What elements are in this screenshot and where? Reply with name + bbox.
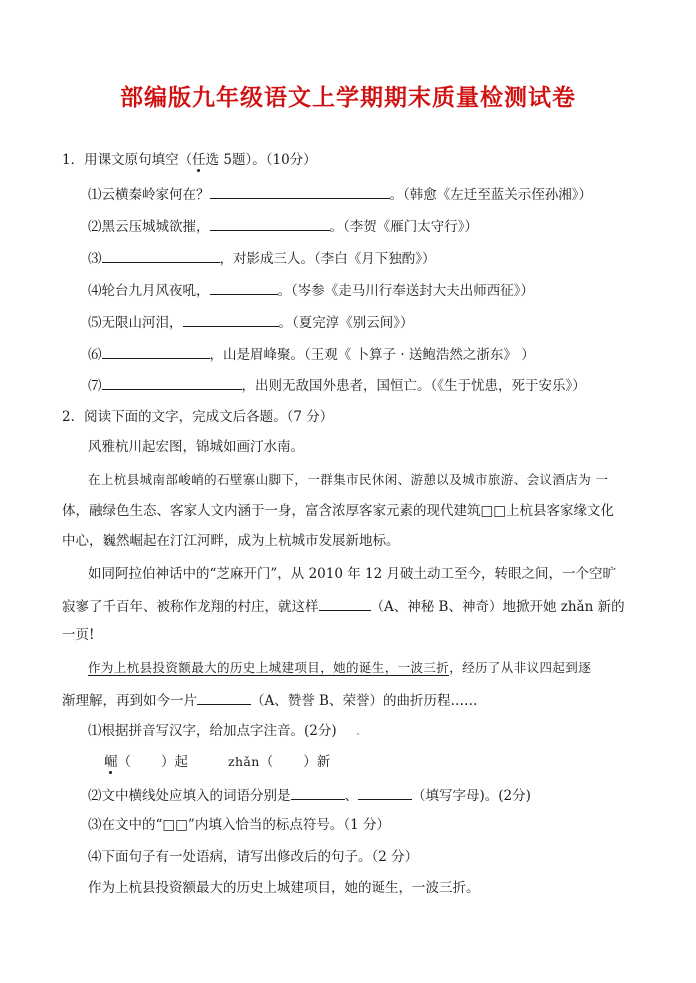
q1-item-2-pre: ⑵黑云压城城欲摧， bbox=[88, 219, 210, 235]
q1-item-2 bbox=[88, 216, 478, 236]
q2-stem: 2．阅读下面的文字，完成文后各题。（7 分） bbox=[62, 409, 334, 425]
q2-sub3: ⑶在文中的“□□”内填入恰当的标点符号。（1 分） bbox=[88, 817, 390, 833]
exam-title: 部编版九年级语文上学期期末质量检测试卷 bbox=[120, 85, 576, 111]
q1-stem-dotted-char: 任 bbox=[192, 152, 206, 168]
answer-blank[interactable] bbox=[210, 280, 278, 295]
passage-p3-line1 bbox=[88, 659, 591, 677]
pinyin-zhan: zhǎn bbox=[228, 754, 260, 769]
answer-blank[interactable] bbox=[358, 785, 412, 800]
q2-sub1-answers: 崛（ ）起 zhǎn（ ）新 bbox=[104, 754, 331, 770]
q1-item-3 bbox=[88, 248, 436, 268]
passage-p3-line2-a: 渐理解，再到如今一片 bbox=[62, 693, 197, 709]
passage-p1-line1: 在上杭县城南部峻峭的石壁寨山脚下，一群集市民休闲、游憩以及城市旅游、会议酒店为 一 bbox=[88, 472, 609, 487]
answer-blank[interactable] bbox=[319, 596, 371, 611]
q1-item-3-pre: ⑶ bbox=[88, 251, 102, 267]
underlined-sentence: 作为上杭县投资额最大的历史上城建项目，她的诞生，一波三折 bbox=[88, 660, 450, 675]
q1-stem-b: 选 5题）。（10分） bbox=[205, 152, 317, 168]
passage-heading: 风雅杭川起宏图，锦城如画汀水南。 bbox=[88, 439, 304, 455]
q2-sub4-sentence: 作为上杭县投资额最大的历史上城建项目，她的诞生，一波三折。 bbox=[88, 880, 480, 896]
q2-sub2-a: ⑵文中横线处应填入的词语分别是 bbox=[88, 788, 291, 804]
q1-item-7-pre: ⑺ bbox=[88, 378, 102, 394]
q1-item-4-pre: ⑷轮台九月风夜吼， bbox=[88, 283, 210, 299]
q1-stem-a: 1．用课文原句填空（ bbox=[62, 152, 193, 168]
q1-item-3-post: ，对影成三人。（李白《月下独酌》） bbox=[219, 251, 436, 267]
passage-p1-line2: 体，融绿色生态、客家人文内涵于一身，富含浓厚客家元素的现代建筑□□上杭县客家缘文化 bbox=[62, 503, 615, 519]
passage-p3-line2 bbox=[62, 690, 477, 710]
answer-blank[interactable] bbox=[102, 375, 242, 390]
passage-p2-line1: 如同阿拉伯神话中的“芝麻开门”，从 2010 年 12 月破土动工至今，转眼之间，一个空旷 bbox=[88, 566, 617, 582]
passage-p1-line3: 中心，巍然崛起在汀江河畔，成为上杭城市发展新地标。 bbox=[62, 533, 400, 549]
q1-item-1-post: 。（韩愈《左迁至蓝关示侄孙湘》） bbox=[389, 187, 592, 203]
answer-blank[interactable] bbox=[102, 248, 220, 263]
q2-sub2-sep: 、 bbox=[344, 788, 358, 804]
passage-p2-line2 bbox=[62, 596, 625, 616]
q1-item-6 bbox=[88, 344, 535, 364]
q2-sub1: ⑴根据拼音写汉字，给加点字注音。(2分) bbox=[88, 723, 337, 739]
answer-blank[interactable] bbox=[210, 216, 330, 231]
answer-blank[interactable] bbox=[291, 785, 345, 800]
q1-item-6-post: ，山是眉峰聚。（王观《 卜算子 · 送鲍浩然之浙东》 ） bbox=[209, 347, 535, 363]
q2-sub1-b-rest: 新 bbox=[316, 754, 331, 770]
answer-blank[interactable] bbox=[183, 312, 279, 327]
q1-item-2-post: 。（李贺《雁门太守行》） bbox=[329, 219, 478, 235]
passage-p3-line1-rest: ，经历了从非议四起到逐 bbox=[449, 660, 592, 675]
q1-item-6-pre: ⑹ bbox=[88, 347, 102, 363]
answer-blank[interactable] bbox=[197, 690, 251, 705]
q2-sub2-b: （填写字母)。(2分) bbox=[412, 788, 531, 804]
q1-item-4 bbox=[88, 280, 534, 300]
q2-sub2 bbox=[88, 785, 531, 805]
q1-item-4-post: 。（岑参《走马川行奉送封大夫出师西征》） bbox=[277, 283, 534, 299]
q1-item-1 bbox=[88, 184, 592, 204]
q1-item-5 bbox=[88, 312, 414, 332]
q1-item-5-pre: ⑸无限山河泪， bbox=[88, 315, 183, 331]
q1-stem bbox=[62, 151, 317, 169]
dotted-char-jue: 崛 bbox=[104, 754, 118, 770]
stray-mark bbox=[357, 733, 359, 735]
passage-p3-line2-b: （A、赞誉 B、荣誉）的曲折历程…… bbox=[251, 693, 478, 709]
q2-sub4: ⑷下面句子有一处语病，请写出修改后的句子。（2 分） bbox=[88, 849, 419, 865]
q1-item-7-post: ，出则无敌国外患者，国恒亡。（《生于忧患，死于安乐》） bbox=[241, 378, 586, 394]
q1-item-5-post: 。（夏完淳《别云间》） bbox=[278, 315, 414, 331]
q2-sub1-a-rest: 起 bbox=[174, 754, 188, 770]
q1-item-7 bbox=[88, 375, 586, 395]
answer-blank[interactable] bbox=[210, 184, 390, 199]
passage-p2-line2-a: 寂寥了千百年、被称作龙翔的村庄，就这样 bbox=[62, 599, 319, 615]
passage-p2-line3: 一页! bbox=[62, 627, 95, 643]
answer-blank[interactable] bbox=[102, 344, 210, 359]
passage-p2-line2-b: （A、神秘 B、神奇）地掀开她 zhǎn 新的 bbox=[370, 599, 625, 615]
q1-item-1-pre: ⑴云横秦岭家何在？ bbox=[88, 187, 210, 203]
